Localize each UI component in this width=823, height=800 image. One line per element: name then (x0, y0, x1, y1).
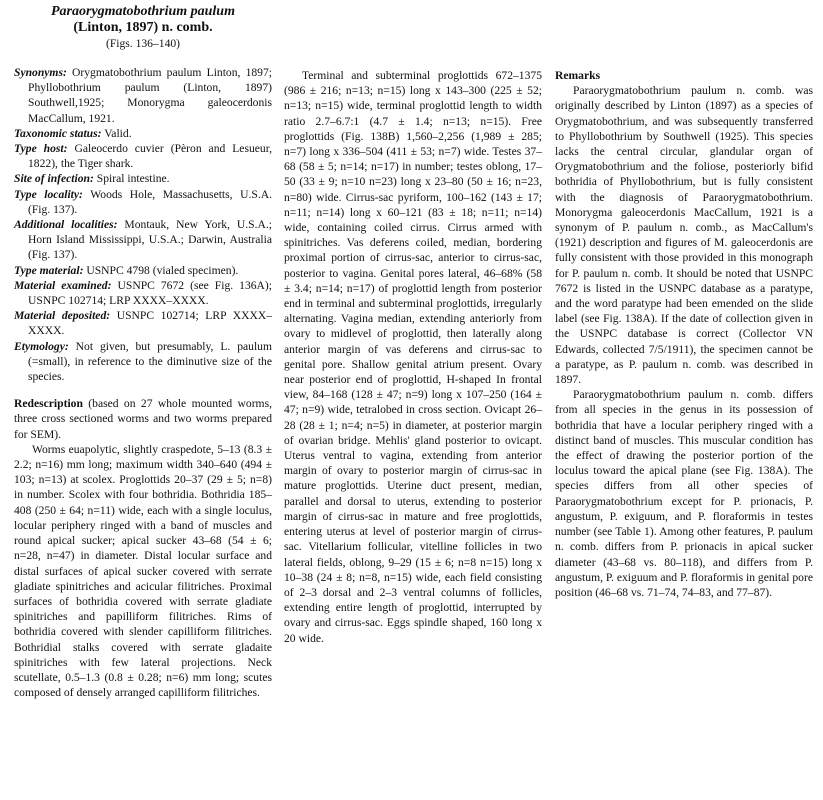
taxonomic-status-entry: Taxonomic status: Valid. (14, 126, 132, 140)
remarks-paragraph-1: Paraorygmatobothrium paulum n. comb. was originally described by Linton (1897) as a species of Orygmatobothrium, and was subsequently transferred to Phyllobothrium by Southwell (1925). This species lacks the central circular, glandular organ of Orygmatobothrium and the foliose, posteriorly bifid bothridia of Phyllobothrium, but is fully consistent with the diagnosis of Paraorygmatobothrium. Monorygma galeocerdonis MacCallum, 1921 is a synonym of P. paulum n. comb., as MacCallum's (1921) description and figures of M. galeocerdonis are fully consistent with those provided in this monograph for P. paulum n. comb. It should be noted that USNPC 7672 is listed in the USNPC database as a paratype, and the word paratype had been emended on the slide label (see Fig. 138A). If the date of collection given in the USNPC database is correct (Collector VN Edwards, collected 7/5/1911), the specimen cannot be a paratype, as P. paulum n. comb. was described in 1897. (555, 84, 813, 387)
species-authority: (Linton, 1897) n. comb. (73, 20, 213, 35)
species-title-block (14, 4, 272, 51)
figure-reference: (Figs. 136–140) (105, 37, 181, 50)
remarks-paragraph-2: Paraorygmatobothrium paulum n. comb. differs from all species in the genus in its possession of bothridia that have a locular periphery ringed with a distinct band of muscles. This muscular condition has the effect of drawing the posterior portion of the loculus toward the apical plane (see Fig. 138A). The species differs from all other species of Paraorygmatobothrium except for P. prionacis, P. angustum, P. exiguum, and P. floraformis in testes number (see Table 1). Among other features, P. paulum n. comb. differs from P. prionacis in apical sucker diameter (43–68 vs. 80–118), and differs from P. angustum, P. exiguum and P. floraformis in genital pore position (46–68 vs. 71–74, 74–83, and 77–87). (555, 388, 813, 599)
species-name: Paraorygmatobothrium paulum (51, 4, 235, 19)
left-column (14, 0, 272, 700)
material-deposited-entry: Material deposited: USNPC 102714; LRP XXXX–XXXX. (14, 309, 272, 338)
redescription-intro: Redescription (based on 27 whole mounted worms, three cross sectioned worms and two worms prepared for SEM). (14, 397, 272, 441)
redescription-proglottid-paragraph: Terminal and subterminal proglottids 672–1375 (986 ± 216; n=13; n=15) long x 143–300 (225 ± 52; n=13; n=15) wide, terminal proglottid length to width ratio 2.7–6.7:1 (4.7 ± 1.4; n=13; n=15). Free proglottids (Fig. 138B) 1,560–2,256 (1,989 ± 285; n=7) long x 336–504 (411 ± 53; n=7) wide. Testes 37–68 (58 ± 5; n=14; n=17) in number; testes oblong, 17–50 (33 ± 9; n=10 n=23) long x 23–80 (50 ± 16; n=23, n=80) wide. Cirrus-sac pyriform, 100–162 (143 ± 17; n=11; n=14) long x 60–121 (83 ± 18; n=11; n=14) wide, containing coiled cirrus. Cirrus armed with spinitriches. Vas deferens coiled, median, bordering proximal portion of cirrus-sac, anterior to cirrus-sac, posterior to vagina. Genital pores lateral, 46–68% (58 ± 3.4; n=14; n=17) of proglottid length from posterior end in terminal and subterminal proglottids, irregularly alternating. Vagina median, extending anteriorly from ovary to midlevel of proglottid, then laterally along anterior margin of vas deferens and cirrus-sac to genital pore. Shallow genital atrium present. Ovary near posterior end of proglottid, H-shaped In frontal view, 84–168 (128 ± 47; n=9) long x 107–250 (164 ± 47; n=9) wide, tetralobed in cross section. Ovicapt 26–28 (28 ± 1; n=4; n=5) in diameter, at posterior margin of ovarian bridge. Mehlis' gland posterior to ovicapt. Uterus ventral to vagina, extending from anterior margin of ovary to posterior margin of cirrus-sac in mature proglottids. Uterine duct present, median, parallel and dorsal to uterus, extending to posterior margin of cirrus-sac in mature and free proglottids, entering uterus at level of posterior margin of cirrus-sac. Vitellarium follicular, vitelline follicles in two lateral fields, oblong, 9–29 (15 ± 6; n=8 n=15) long x 10–38 (24 ± 8; n=8, n=15) wide, each field consisting of 2–3 dorsal and 2–3 ventral columns of follicles, extending entire length of proglottid, interrupted by ovary and cirrus-sac. Eggs spindle shaped, 160 long x 20 wide. (284, 69, 542, 645)
type-locality-entry: Type locality: Woods Hole, Massachusetts, U.S.A. (Fig. 137). (14, 187, 272, 216)
synonyms-entry: Synonyms: Orygmatobothrium paulum Linton, 1897; Phyllobothrium paulum (Linton, 1897) Southwell,1925; Monorygma galeocerdonis MacCallum, 1921. (14, 66, 272, 125)
right-column (555, 68, 813, 600)
type-host-entry: Type host: Galeocerdo cuvier (Pèron and Lesueur, 1822), the Tiger shark. (14, 142, 272, 171)
additional-localities-entry: Additional localities: Montauk, New York, U.S.A.; Horn Island Mississippi, U.S.A.; Darwin, Australia (Fig. 137). (14, 218, 273, 262)
redescription-heading: Redescription (14, 397, 83, 411)
redescription-scolex-paragraph: Worms euapolytic, slightly craspedote, 5–13 (8.3 ± 2.2; n=16) mm long; maximum width 340–640 (494 ± 103; n=13) at scolex. Proglottids 20–37 (29 ± 5; n=8) in number. Scolex with four bothridia. Bothridia 185–408 (250 ± 64; n=11) wide, each with a single loculus, locular periphery ringed with a band of muscles and round apical sucker; apical sucker 43–68 (54 ± 6; n=28, n=47) in diameter. Distal locular surface and distal surfaces of apical sucker covered with serrate gladiate spinitriches and acicular filitriches. Proximal surfaces of bothridia covered with serrate gladiate spinitriches and papilliform filitriches. Rims of bothridia covered with slender capilliform filitriches. Bothridial stalks covered with serrate gladaite spinitriches with few lateral projections. Neck scutellate, 0.5–1.3 (0.8 ± 0.28; n=6) mm long; scutes composed of densely arranged capilliform filitriches. (14, 442, 272, 700)
remarks-heading: Remarks (555, 69, 601, 82)
site-of-infection-entry: Site of infection: Spiral intestine. (14, 172, 170, 186)
middle-column (284, 68, 542, 646)
material-examined-entry: Material examined: USNPC 7672 (see Fig. 136A); USNPC 102714; LRP XXXX–XXXX. (14, 278, 272, 308)
etymology-entry: Etymology: Not given, but presumably, L. paulum (=small), in reference to the diminutive size of the species. (14, 339, 272, 384)
taxonomic-metadata (14, 65, 272, 384)
type-material-entry: Type material: USNPC 4798 (vialed specimen). (14, 263, 239, 277)
